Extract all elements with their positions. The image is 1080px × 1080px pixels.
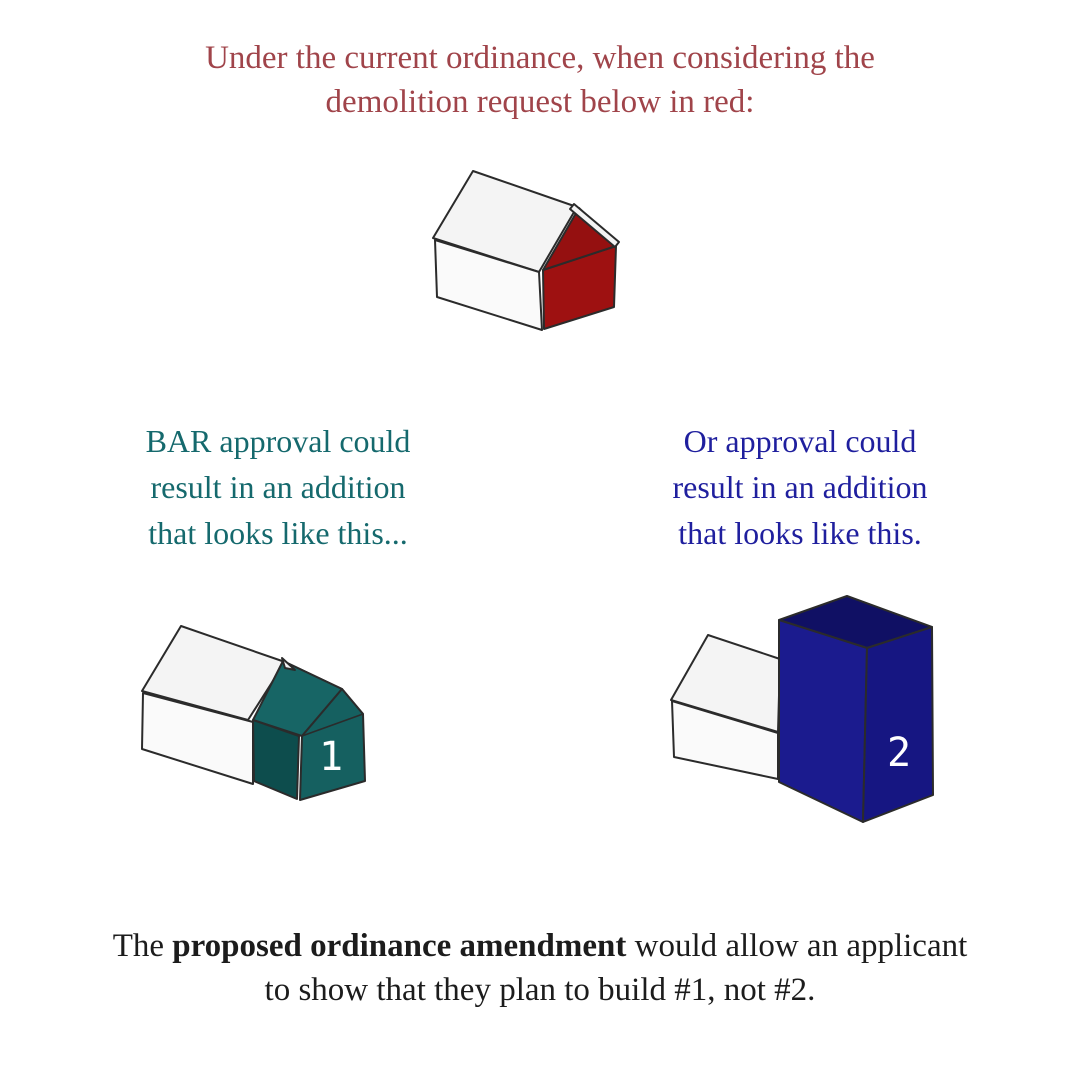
title-line-2: demolition request below in red: bbox=[325, 84, 755, 120]
option2-caption-line-3: that looks like this. bbox=[678, 515, 922, 551]
footer-line-1 bbox=[0, 924, 1080, 968]
option1-number-label: 1 bbox=[318, 734, 344, 780]
page-title bbox=[0, 36, 1080, 124]
footer-line-2: to show that they plan to build #1, not #2. bbox=[264, 972, 816, 1008]
option2-house-illustration bbox=[655, 585, 945, 830]
option2-number-label: 2 bbox=[886, 730, 912, 776]
option1-caption-line-2: result in an addition bbox=[150, 469, 406, 505]
box-addition-front-face bbox=[779, 620, 867, 822]
footer-line1-suffix: would allow an applicant bbox=[626, 928, 968, 964]
footer-annotation bbox=[0, 924, 1080, 1012]
option1-caption-line-3: that looks like this... bbox=[148, 515, 408, 551]
option1-house-illustration bbox=[130, 615, 380, 810]
footer-line1-prefix: The bbox=[112, 928, 173, 964]
option2-caption-line-2: result in an addition bbox=[672, 469, 928, 505]
option2-caption-line-1: Or approval could bbox=[683, 423, 917, 459]
option2-caption bbox=[600, 418, 1000, 556]
title-line-1: Under the current ordinance, when considering the bbox=[205, 40, 875, 76]
demolition-house-illustration bbox=[420, 160, 640, 340]
footer-line1-bold: proposed ordinance amendment bbox=[172, 928, 627, 964]
option1-caption bbox=[68, 418, 488, 556]
option1-caption-line-1: BAR approval could bbox=[145, 423, 411, 459]
box-addition-right-face bbox=[863, 627, 933, 822]
